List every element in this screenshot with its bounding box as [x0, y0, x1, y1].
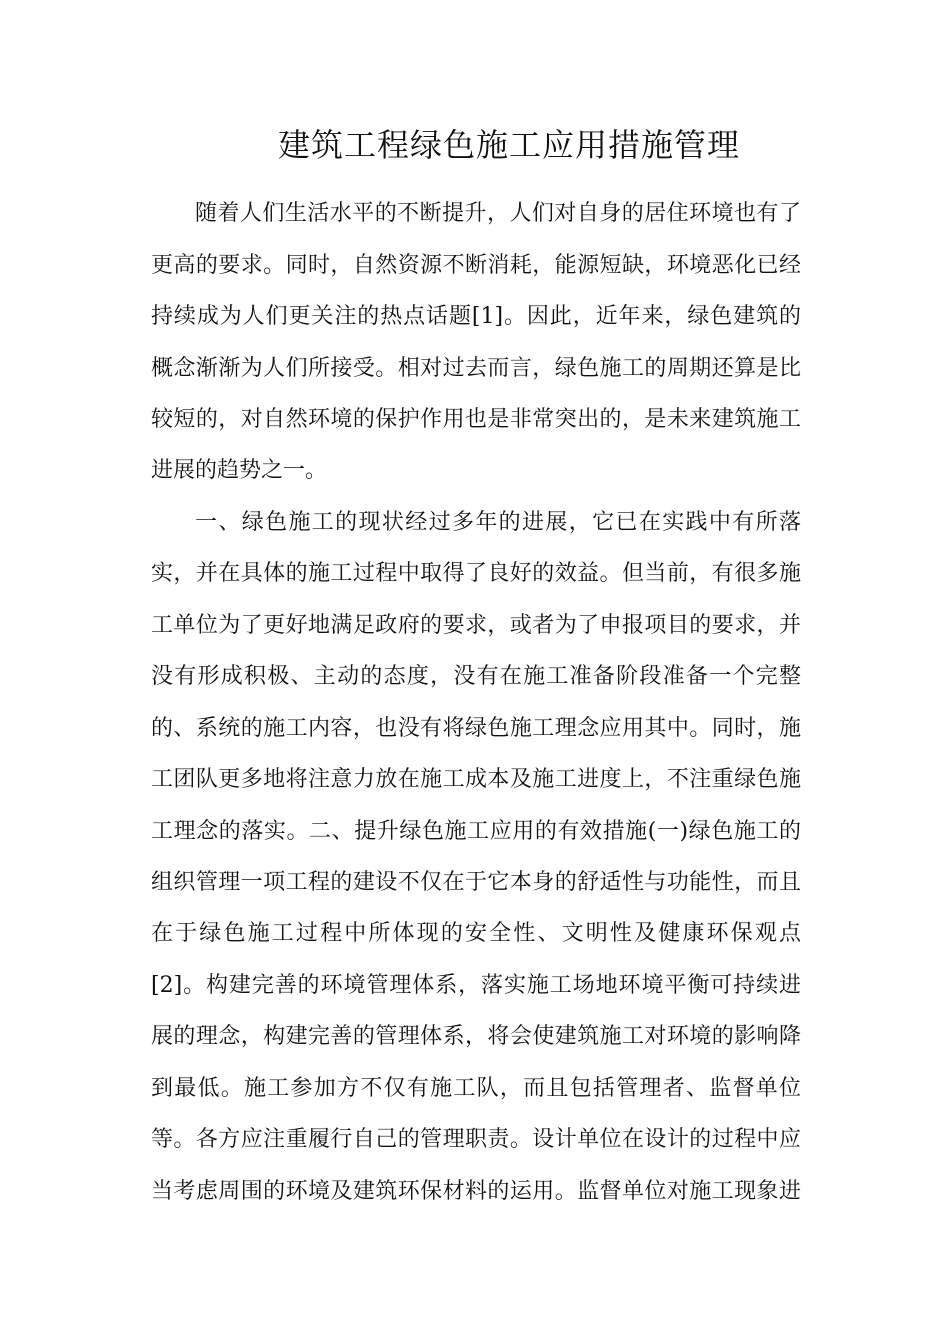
text-line-5: 较短的，对自然环境的保护作用也是非常突出的，是未来建筑施工	[151, 407, 801, 432]
text-line-18: 到最低。施工参加方不仅有施工队，而且包括管理者、监督单位	[151, 1076, 801, 1101]
text-line-4: 概念渐渐为人们所接受。相对过去而言，绿色施工的周期还算是比	[151, 356, 801, 381]
text-line-15: 在于绿色施工过程中所体现的安全性、文明性及健康环保观点	[151, 921, 801, 946]
text-line-19: 等。各方应注重履行自己的管理职责。设计单位在设计的过程中应	[151, 1127, 801, 1152]
text-line-3: 持续成为人们更关注的热点话题[1]。因此，近年来，绿色建筑的	[151, 304, 801, 329]
text-line-9: 工单位为了更好地满足政府的要求，或者为了申报项目的要求，并	[151, 613, 801, 638]
text-line-20: 当考虑周围的环境及建筑环保材料的运用。监督单位对施工现象进	[151, 1179, 801, 1204]
text-line-16: [2]。构建完善的环境管理体系，落实施工场地环境平衡可持续进	[151, 973, 801, 998]
text-line-17: 展的理念，构建完善的管理体系，将会使建筑施工对环境的影响降	[151, 1024, 801, 1049]
text-line-13: 工理念的落实。二、提升绿色施工应用的有效措施(一)绿色施工的	[151, 819, 801, 844]
document-title: 建筑工程绿色施工应用措施管理	[277, 126, 740, 164]
text-line-1: 随着人们生活水平的不断提升，人们对自身的居住环境也有了	[195, 201, 801, 226]
text-line-8: 实，并在具体的施工过程中取得了良好的效益。但当前，有很多施	[151, 561, 801, 586]
text-line-12: 工团队更多地将注意力放在施工成本及施工进度上，不注重绿色施	[151, 767, 801, 792]
text-line-7: 一、绿色施工的现状经过多年的进展，它已在实践中有所落	[195, 510, 801, 535]
text-line-6: 进展的趋势之一。	[151, 458, 328, 483]
text-line-11: 的、系统的施工内容，也没有将绿色施工理念应用其中。同时，施	[151, 716, 801, 741]
text-line-2: 更高的要求。同时，自然资源不断消耗，能源短缺，环境恶化已经	[151, 253, 801, 278]
text-line-10: 没有形成积极、主动的态度，没有在施工准备阶段准备一个完整	[151, 664, 801, 689]
text-line-14: 组织管理一项工程的建设不仅在于它本身的舒适性与功能性，而且	[151, 870, 801, 895]
